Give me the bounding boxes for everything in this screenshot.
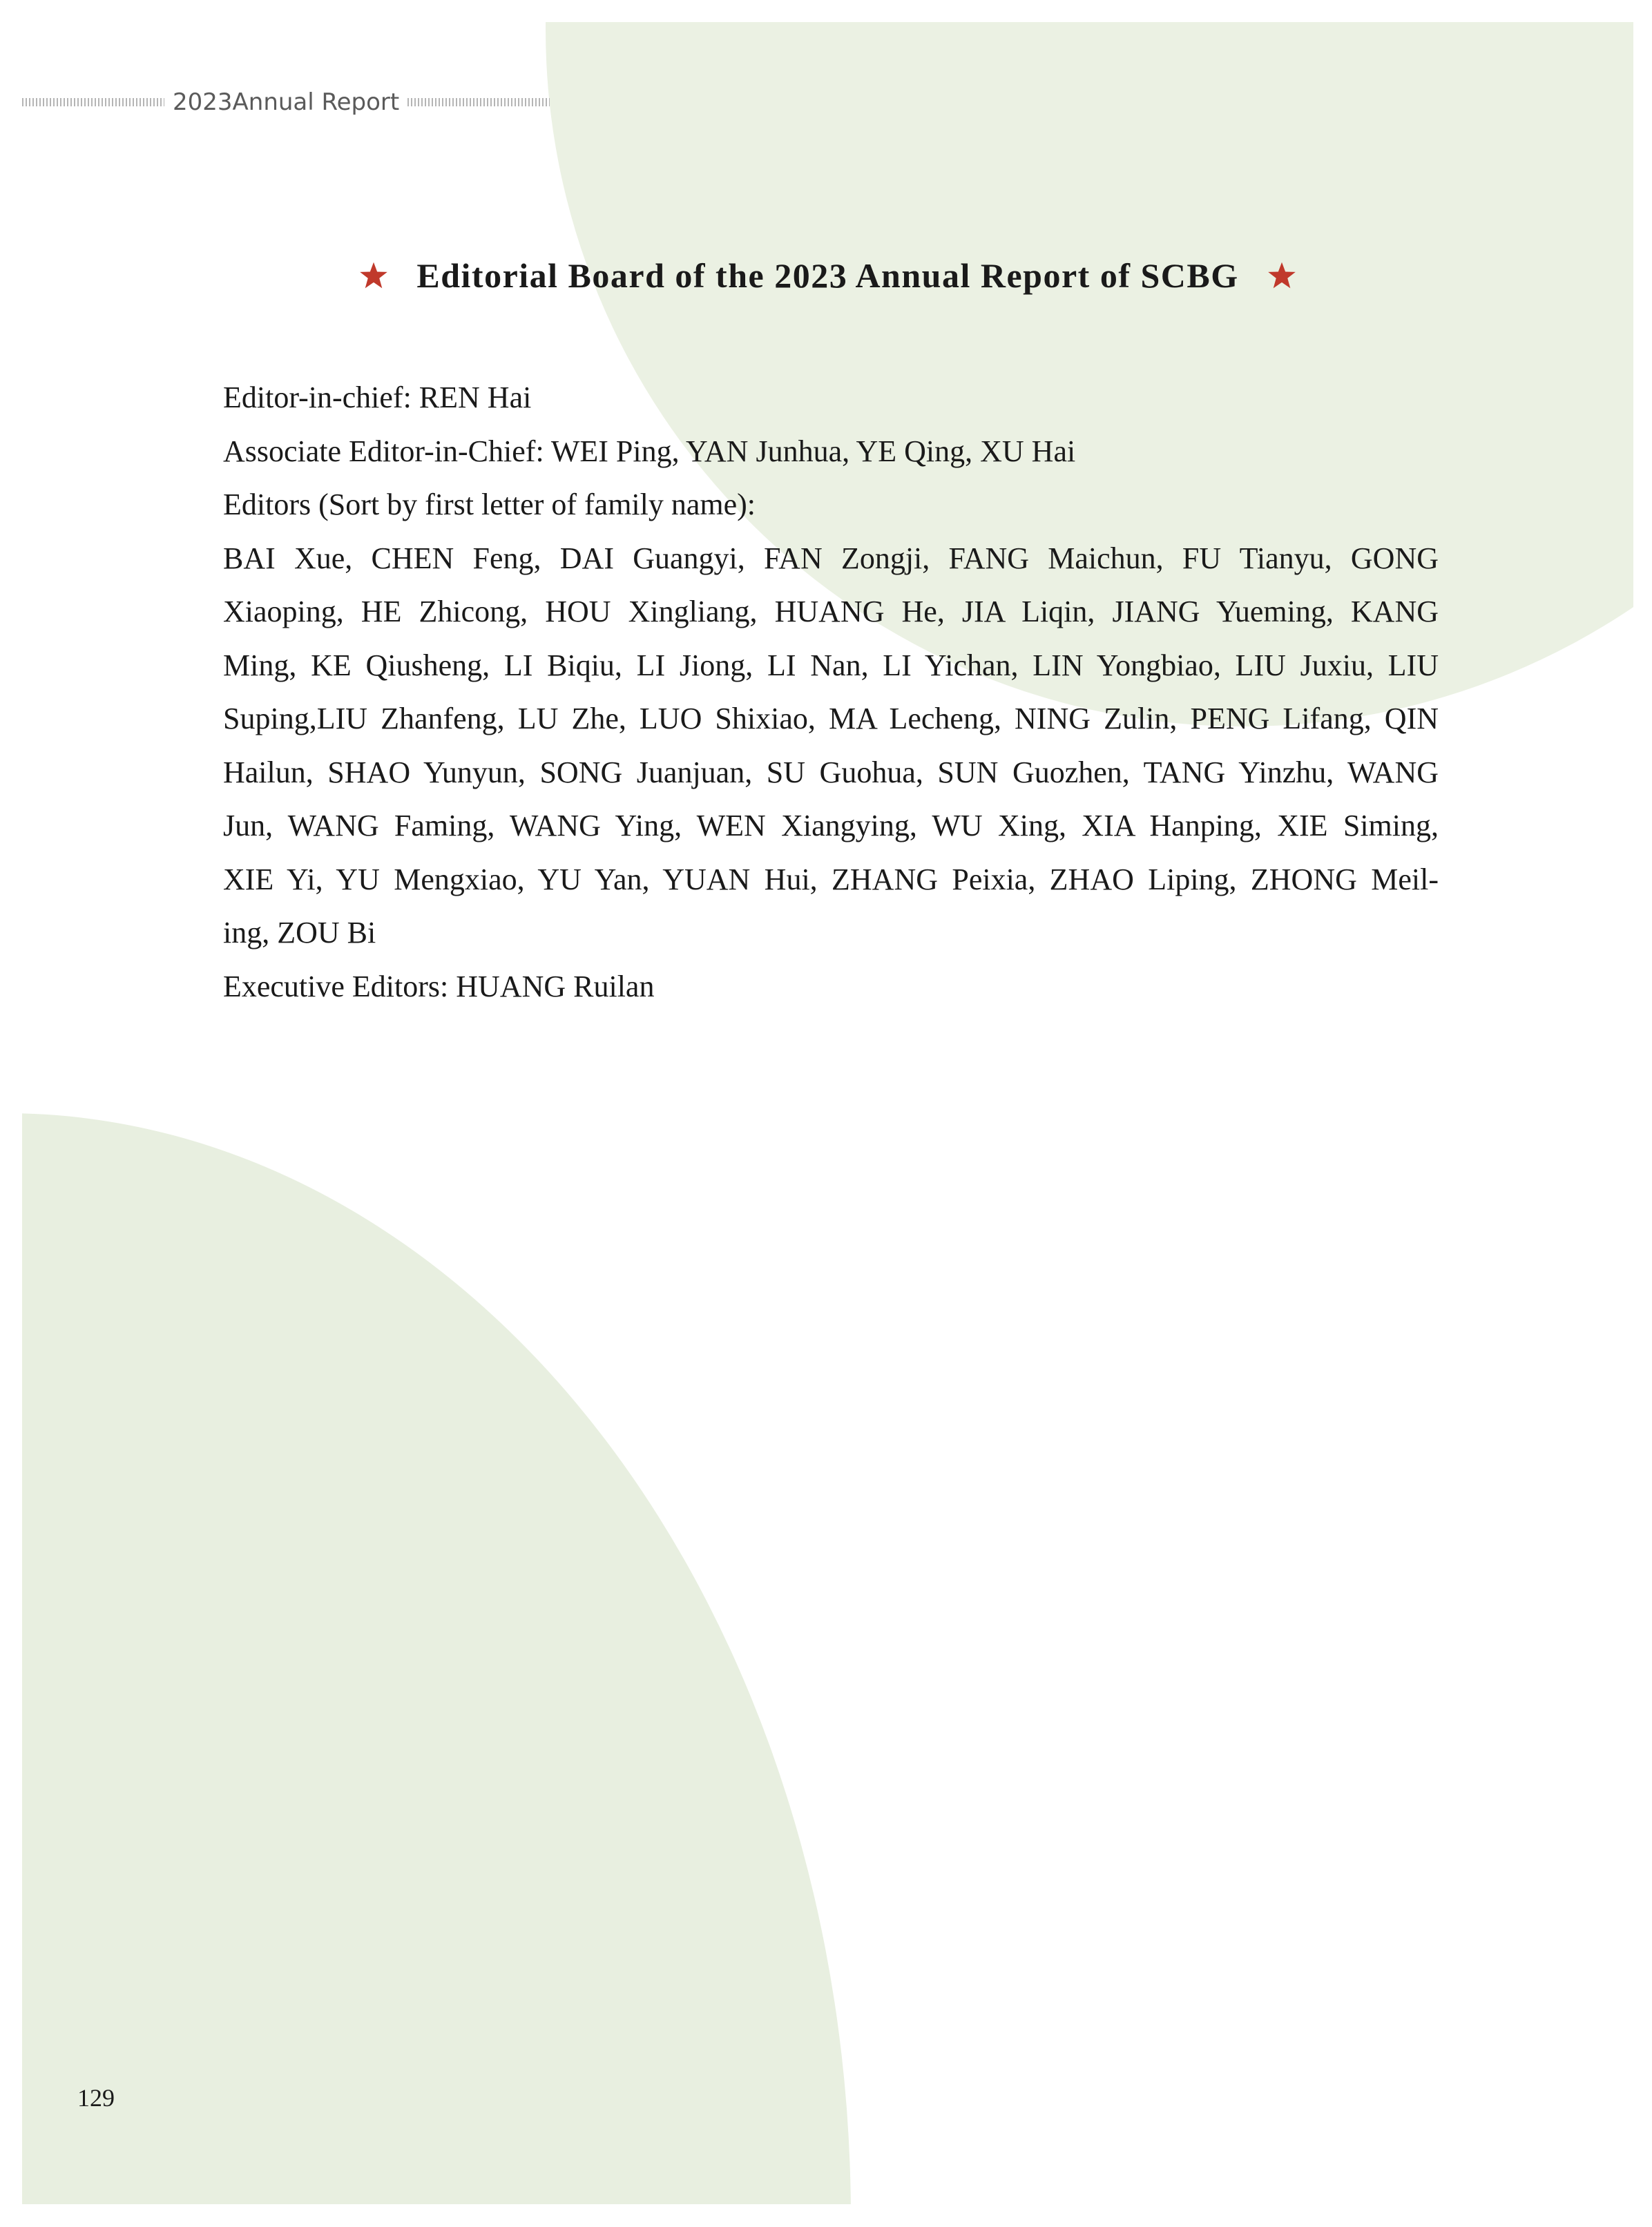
- editors-list-line: BAI Xue, CHEN Feng, DAI Guangyi, FAN Zongji, FANG Maichun, FU Tianyu, GONG: [223, 541, 1439, 575]
- editors-heading: Editors (Sort by first letter of family name):: [223, 488, 756, 521]
- editors-list-line: XIE Yi, YU Mengxiao, YU Yan, YUAN Hui, ZHANG Peixia, ZHAO Liping, ZHONG Meil-: [223, 862, 1439, 896]
- associate-editors: Associate Editor-in-Chief: WEI Ping, YAN Junhua, YE Qing, XU Hai: [223, 434, 1076, 468]
- title-row: [22, 256, 1633, 296]
- editors-list-line: ing, ZOU Bi: [223, 916, 376, 949]
- header-rule-right: [407, 98, 550, 106]
- header-rule-left: [22, 98, 164, 106]
- editors-list-line: Suping,LIU Zhanfeng, LU Zhe, LUO Shixiao, MA Lecheng, NING Zulin, PENG Lifang, QIN: [223, 702, 1439, 735]
- executive-editors: Executive Editors: HUANG Ruilan: [223, 969, 655, 1003]
- running-header: [22, 86, 550, 119]
- editorial-board-content: [223, 371, 1439, 1013]
- page-title: Editorial Board of the 2023 Annual Report of SCBG: [416, 256, 1239, 295]
- star-icon: [358, 260, 389, 291]
- editors-list-line: Jun, WANG Faming, WANG Ying, WEN Xiangying, WU Xing, XIA Hanping, XIE Siming,: [223, 809, 1439, 842]
- page: [22, 22, 1633, 2204]
- background-circle-bottom: [22, 1113, 851, 2204]
- editors-list-line: Xiaoping, HE Zhicong, HOU Xingliang, HUANG He, JIA Liqin, JIANG Yueming, KANG: [223, 595, 1439, 628]
- editors-list-line: Ming, KE Qiusheng, LI Biqiu, LI Jiong, LI Nan, LI Yichan, LIN Yongbiao, LIU Juxiu, LIU: [223, 648, 1439, 682]
- star-icon: [1267, 260, 1297, 291]
- editor-in-chief: Editor-in-chief: REN Hai: [223, 380, 532, 414]
- page-number: 129: [77, 2084, 115, 2112]
- running-header-title: 2023Annual Report: [173, 88, 400, 116]
- editors-list-line: Hailun, SHAO Yunyun, SONG Juanjuan, SU Guohua, SUN Guozhen, TANG Yinzhu, WANG: [223, 755, 1439, 789]
